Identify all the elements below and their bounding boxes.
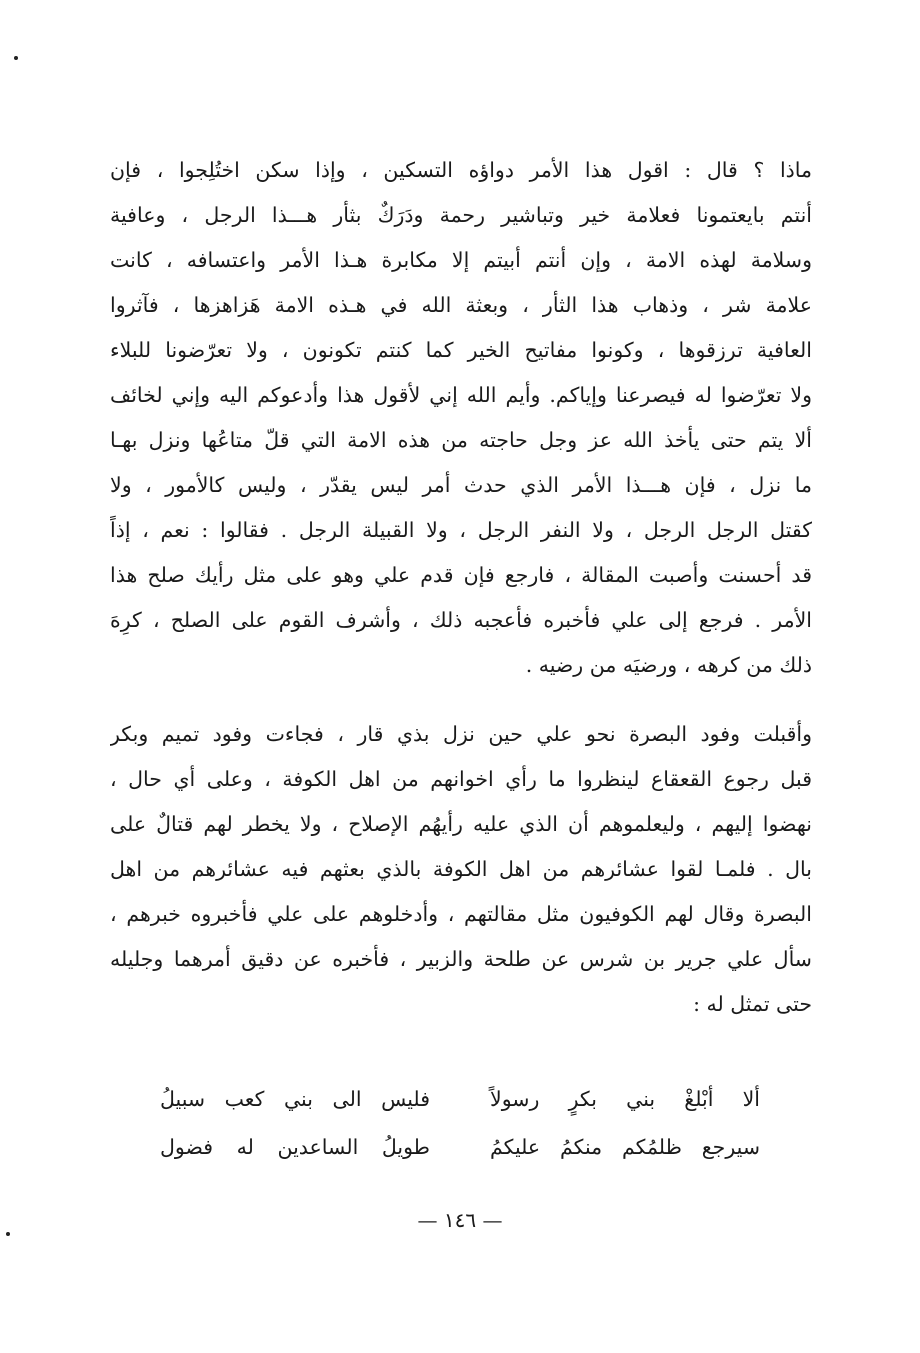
text-line: علامة شر ، وذهاب هذا الثأر ، وبعثة الله في هـذه الامة هَزاهزها ، فآثروا	[110, 293, 812, 317]
poem	[160, 1075, 760, 1171]
text-line: بال . فلمـا لقوا عشائرهم من اهل الكوفة بالذي بعثهم فيه عشائرهم من اهل	[110, 857, 812, 881]
text-line: الأمر . فرجع إلى علي فأخبره فأعجبه ذلك ، وأشرف القوم على الصلح ، كرِهَ	[110, 608, 812, 632]
text-line: ولا تعرّضوا له فيصرعنا وإياكم. وأيم الله إني لأقول هذا وأدعوكم اليه وإني لخائف	[110, 383, 812, 407]
text-line: أنتم بايعتمونا فعلامة خير وتباشير رحمة ودَرَكٌ بثأر هـــذا الرجل ، وعافية	[110, 203, 812, 227]
text-line: ما نزل ، فإن هـــذا الأمر الذي حدث أمر ليس يقدّر ، وليس كالأمور ، ولا	[110, 473, 812, 497]
text-line: وسلامة لهذه الامة ، وإن أنتم أبيتم إلا مكابرة هـذا الأمر واعتسافه ، كانت	[110, 248, 812, 272]
text-line: ماذا ؟ قال : اقول هذا الأمر دواؤه التسكين ، وإذا سكن اختُلِجوا ، فإن	[110, 158, 812, 182]
page-number: — ١٤٦ —	[417, 1208, 503, 1232]
scan-speck	[14, 56, 18, 60]
paragraph-2	[110, 712, 812, 1027]
paragraph-1	[110, 148, 812, 688]
text-line: حتى تمثل له :	[693, 992, 812, 1016]
verse-second-hemistich: فليس الى بني كعب سبيلُ	[160, 1087, 430, 1111]
verse-first-hemistich: سيرجع ظلمُكم منكمُ عليكمُ	[490, 1135, 760, 1159]
text-line: قد أحسنت وأصبت المقالة ، فارجع فإن قدم علي وهو على مثل رأيك صلح هذا	[110, 563, 812, 587]
text-line: ذلك من كرهه ، ورضيَه من رضيه .	[525, 653, 812, 677]
text-line: كقتل الرجل الرجل ، ولا النفر الرجل ، ولا القبيلة الرجل . فقالوا : نعم ، إذاً	[110, 518, 812, 542]
text-line: العافية ترزقوها ، وكونوا مفاتيح الخير كما كنتم تكونون ، ولا تعرّضونا للبلاء	[110, 338, 812, 362]
verse-first-hemistich: ألا أبْلغْ بني بكرٍ رسولاً	[490, 1087, 760, 1111]
text-line: سأل علي جرير بن شرس عن طلحة والزبير ، فأخبره عن دقيق أمرهما وجليله	[110, 947, 812, 971]
poem-verse	[160, 1123, 760, 1171]
text-line: وأقبلت وفود البصرة نحو علي حين نزل بذي قار ، فجاءت وفود تميم وبكر	[110, 722, 812, 746]
poem-verse	[160, 1075, 760, 1123]
text-line: قبل رجوع القعقاع لينظروا ما رأي اخوانهم من اهل الكوفة ، وعلى أي حال ،	[110, 767, 812, 791]
verse-second-hemistich: طويلُ الساعدين له فضول	[160, 1135, 430, 1159]
text-line: ألا يتم حتى يأخذ الله عز وجل حاجته من هذه الامة التي قلّ متاعُها ونزل بهـا	[110, 428, 812, 452]
text-line: البصرة وقال لهم الكوفيون مثل مقالتهم ، وأدخلوهم على علي فأخبروه خبرهم ،	[110, 902, 812, 926]
text-line: نهضوا إليهم ، وليعلموهم أن الذي عليه رأيهُم الإصلاح ، ولا يخطر لهم قتالٌ على	[110, 812, 812, 836]
